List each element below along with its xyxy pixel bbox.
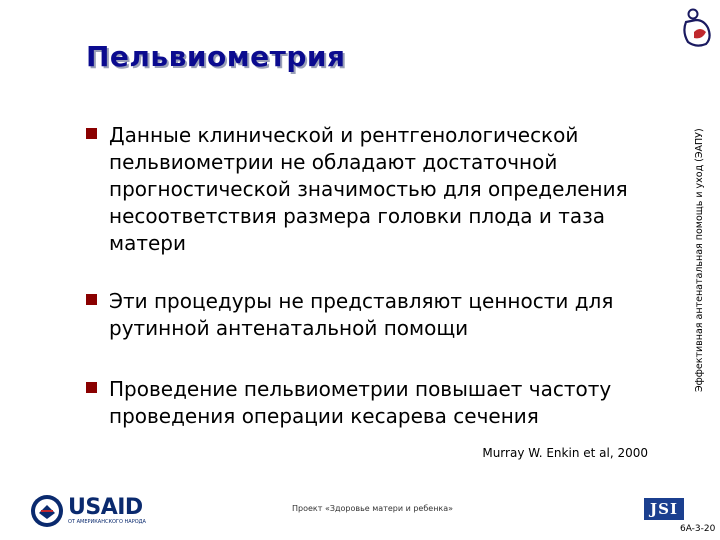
project-caption: Проект «Здоровье матери и ребенка»	[292, 504, 454, 513]
citation: Murray W. Enkin et al, 2000	[482, 446, 648, 460]
bullet-text: Эти процедуры не представляют ценности для рутинной антенатальной помощи	[109, 289, 614, 340]
usaid-logo	[30, 494, 146, 528]
bullet-item	[86, 288, 656, 342]
slide-number: 6A-3-20	[680, 524, 716, 534]
bullet-square-icon	[86, 294, 97, 305]
bullet-item	[86, 376, 646, 430]
side-caption: Эффективная антенатальная помощь и уход (ЭАПУ)	[694, 128, 705, 392]
bullet-text: Проведение пельвиометрии повышает частоту проведения операции кесарева сечения	[109, 377, 612, 428]
bullet-square-icon	[86, 128, 97, 139]
usaid-seal-icon	[30, 494, 64, 528]
jsi-logo: JSI	[644, 498, 684, 520]
slide-title: Пельвиометрия	[86, 40, 346, 73]
bullet-item	[86, 122, 656, 257]
usaid-tagline: ОТ АМЕРИКАНСКОГО НАРОДА	[68, 518, 146, 525]
bullet-text: Данные клинической и рентгенологической пельвиометрии не обладают достаточной прогностической значимостью для определения несоответствия размера головки плода и таза матери	[109, 123, 628, 255]
bullet-square-icon	[86, 382, 97, 393]
mother-child-logo-icon	[678, 8, 716, 48]
usaid-name: USAID	[68, 494, 143, 520]
